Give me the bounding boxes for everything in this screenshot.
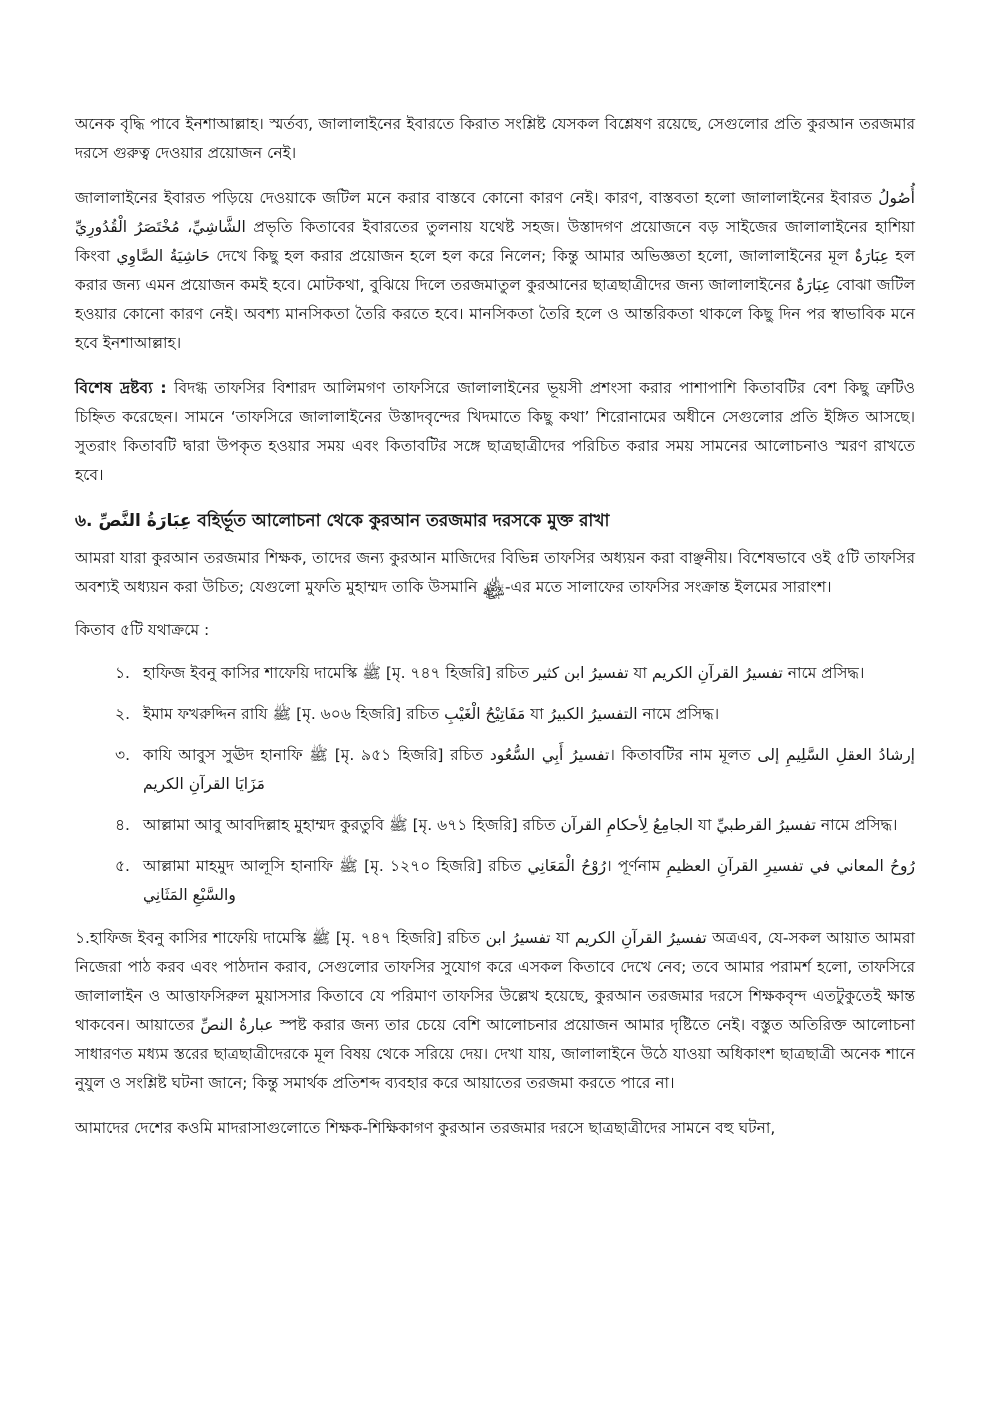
list-item-text: আল্লামা আবু আবদিল্লাহ মুহাম্মদ কুরতুবি ﷺ [মৃ. ৬৭১ হিজরি] রচিত الجامِعُ لِأحكامِ القرآن যা تفسيرُ القرطبيِّ নামে প্রসিদ্ধ। [143,816,898,834]
special-note [75,374,915,490]
list-item-number: ১. [115,664,130,682]
list-item [115,741,915,799]
note-text: বিদগ্ধ তাফসির বিশারদ আলিমগণ তাফসিরে জালালাইনের ভূয়সী প্রশংসা করার পাশাপাশি কিতাবটির বেশ কিছু ত্রুটিও চিহ্নিত করেছেন। সামনে ‘তাফসিরে জালালাইনের উস্তাদবৃন্দের খিদমাতে কিছু কথা’ শিরোনামের অধীনে সেগুলোর প্রতি ইঙ্গিত আসছে। সুতরাং কিতাবটি দ্বারা উপকৃত হওয়ার সময় এবং কিতাবটির সঙ্গে ছাত্রছাত্রীদের পরিচিত করার সময় সামনের আলোচনাও স্মরণ রাখতে হবে। [75,379,915,484]
list-item-text: হাফিজ ইবনু কাসির শাফেয়ি দামেস্কি ﷺ [মৃ. ৭৪৭ হিজরি] রচিত تفسيرُ ابن كثير যা تفسيرُ القرآنِ الكريم নামে প্রসিদ্ধ। [143,664,865,682]
paragraph-1: অনেক বৃদ্ধি পাবে ইনশাআল্লাহ। স্মর্তব্য, জালালাইনের ইবারতে কিরাত সংশ্লিষ্ট যেসকল বিশ্লেষণ রয়েছে, সেগুলোর প্রতি কুরআন তরজমার দরসে গুরুত্ব দেওয়ার প্রয়োজন নেই। [75,115,915,162]
list-item [115,659,915,688]
section-heading: ৬. عِبَارَةُ النَّصِّ বহির্ভূত আলোচনা থেকে কুরআন তরজমার দরসকে মুক্ত রাখা [75,511,610,531]
list-item-number: ৫. [115,857,130,875]
list-item-number: ৪. [115,816,130,834]
list-intro: কিতাব ৫টি যথাক্রমে : [75,621,210,639]
list-item-text: আল্লামা মাহমুদ আলূসি হানাফি ﷺ [মৃ. ১২৭০ হিজরি] রচিত رُوْحُ الْمَعَانِي। পূর্ণনাম رُوحُ المعاني في تفسيرِ القرآنِ العظيمِ والسَّبْعِ المَثَانِي [143,857,915,904]
section-intro: আমরা যারা কুরআন তরজমার শিক্ষক, তাদের জন্য কুরআন মাজিদের বিভিন্ন তাফসির অধ্যয়ন করা বাঞ্ছনীয়। বিশেষভাবে ওই ৫টি তাফসির অবশ্যই অধ্যয়ন করা উচিত; যেগুলো মুফতি মুহাম্মদ তাকি উসমানি ﷾-এর মতে সালাফের তাফসির সংক্রান্ত ইলমের সারাংশ। [75,549,915,596]
book-list [75,659,915,910]
list-item-text: কাযি আবুস সুঊদ হানাফি ﷺ [মৃ. ৯৫১ হিজরি] রচিত تفسيرُ أَبِي السُّعُود। কিতাবটির নাম মূলত إرشادُ العقلِ السَّلِيمِ إلى مَزَايَا القرآنِ الكريم [143,746,915,793]
list-item-text: ইমাম ফখরুদ্দিন রাযি ﷺ [মৃ. ৬০৬ হিজরি] রচিত مَفَاتِيْحُ الْغَيْبِ যা التفسيرُ الكبيرُ নামে প্রসিদ্ধ। [143,705,720,723]
list-item [115,811,915,840]
note-label: বিশেষ দ্রষ্টব্য : [75,379,167,397]
list-item [115,700,915,729]
list-item-number: ২. [115,705,131,723]
paragraph-last: আমাদের দেশের কওমি মাদরাসাগুলোতে শিক্ষক-শিক্ষিকাগণ কুরআন তরজমার দরসে ছাত্রছাত্রীদের সামনে বহু ঘটনা, [75,1119,776,1137]
paragraph-after-list: ১.হাফিজ ইবনু কাসির শাফেয়ি দামেস্কি ﷺ [মৃ. ৭৪৭ হিজরি] রচিত تفسيرُ ابن যা تفسيرُ القرآنِ الكريم অত্রএব, যে-সকল আয়াত আমরা নিজেরা পাঠ করব এবং পাঠদান করাব, সেগুলোর তাফসির সুযোগ করে এসকল কিতাবে দেখে নেব; তবে আমার পরামর্শ হলো, তাফসিরে জালালাইন ও আত্তাফসিরুল মুয়াসসার কিতাবে যে পরিমাণ তাফসির উল্লেখ হয়েছে, কুরআন তরজমার দরসে শিক্ষকবৃন্দ এতটুকুতেই ক্ষান্ত থাকবেন। আয়াতের عبارةُ النصِّ স্পষ্ট করার জন্য তার চেয়ে বেশি আলোচনার প্রয়োজন আমার দৃষ্টিতে নেই। বস্তুত অতিরিক্ত আলোচনা সাধারণত মধ্যম স্তরের ছাত্রছাত্রীদেরকে মূল বিষয় থেকে সরিয়ে দেয়। দেখা যায়, জালালাইনে উঠে যাওয়া অধিকাংশ ছাত্রছাত্রী অনেক শানে নুযুল ও সংশ্লিষ্ট ঘটনা জানে; কিন্তু সমার্থক প্রতিশব্দ ব্যবহার করে আয়াতের তরজমা করতে পারে না। [75,929,916,1092]
list-item [115,852,915,910]
paragraph-2: জালালাইনের ইবারত পড়িয়ে দেওয়াকে জটিল মনে করার বাস্তবে কোনো কারণ নেই। কারণ, বাস্তবতা হলো জালালাইনের ইবারত أُصُولُ الشَّاشِيِّ، مُخْتَصَرُ الْقُدُورِيِّ প্রভৃতি কিতাবের ইবারতের তুলনায় যথেষ্ট সহজ। উস্তাদগণ প্রয়োজনে বড় সাইজের জালালাইনের হাশিয়া কিংবা حَاشِيَةُ الصَّاوِي দেখে কিছু হল করার প্রয়োজন হলে হল করে নিলেন; কিন্তু আমার অভিজ্ঞতা হলো, জালালাইনের মূল عِبَارَةٌ হল করার জন্য এমন প্রয়োজন কমই হবে। মোটকথা, বুঝিয়ে দিলে তরজমাতুল কুরআনের ছাত্রছাত্রীদের জন্য জালালাইনের عِبَارَةٌ বোঝা জটিল হওয়ার কোনো কারণ নেই। অবশ্য মানসিকতা তৈরি করতে হবে। মানসিকতা তৈরি হলে ও আন্তরিকতা থাকলে কিছু দিন পর স্বাভাবিক মনে হবে ইনশাআল্লাহ। [75,189,916,352]
list-item-number: ৩. [115,746,131,764]
page-content [75,110,915,1159]
